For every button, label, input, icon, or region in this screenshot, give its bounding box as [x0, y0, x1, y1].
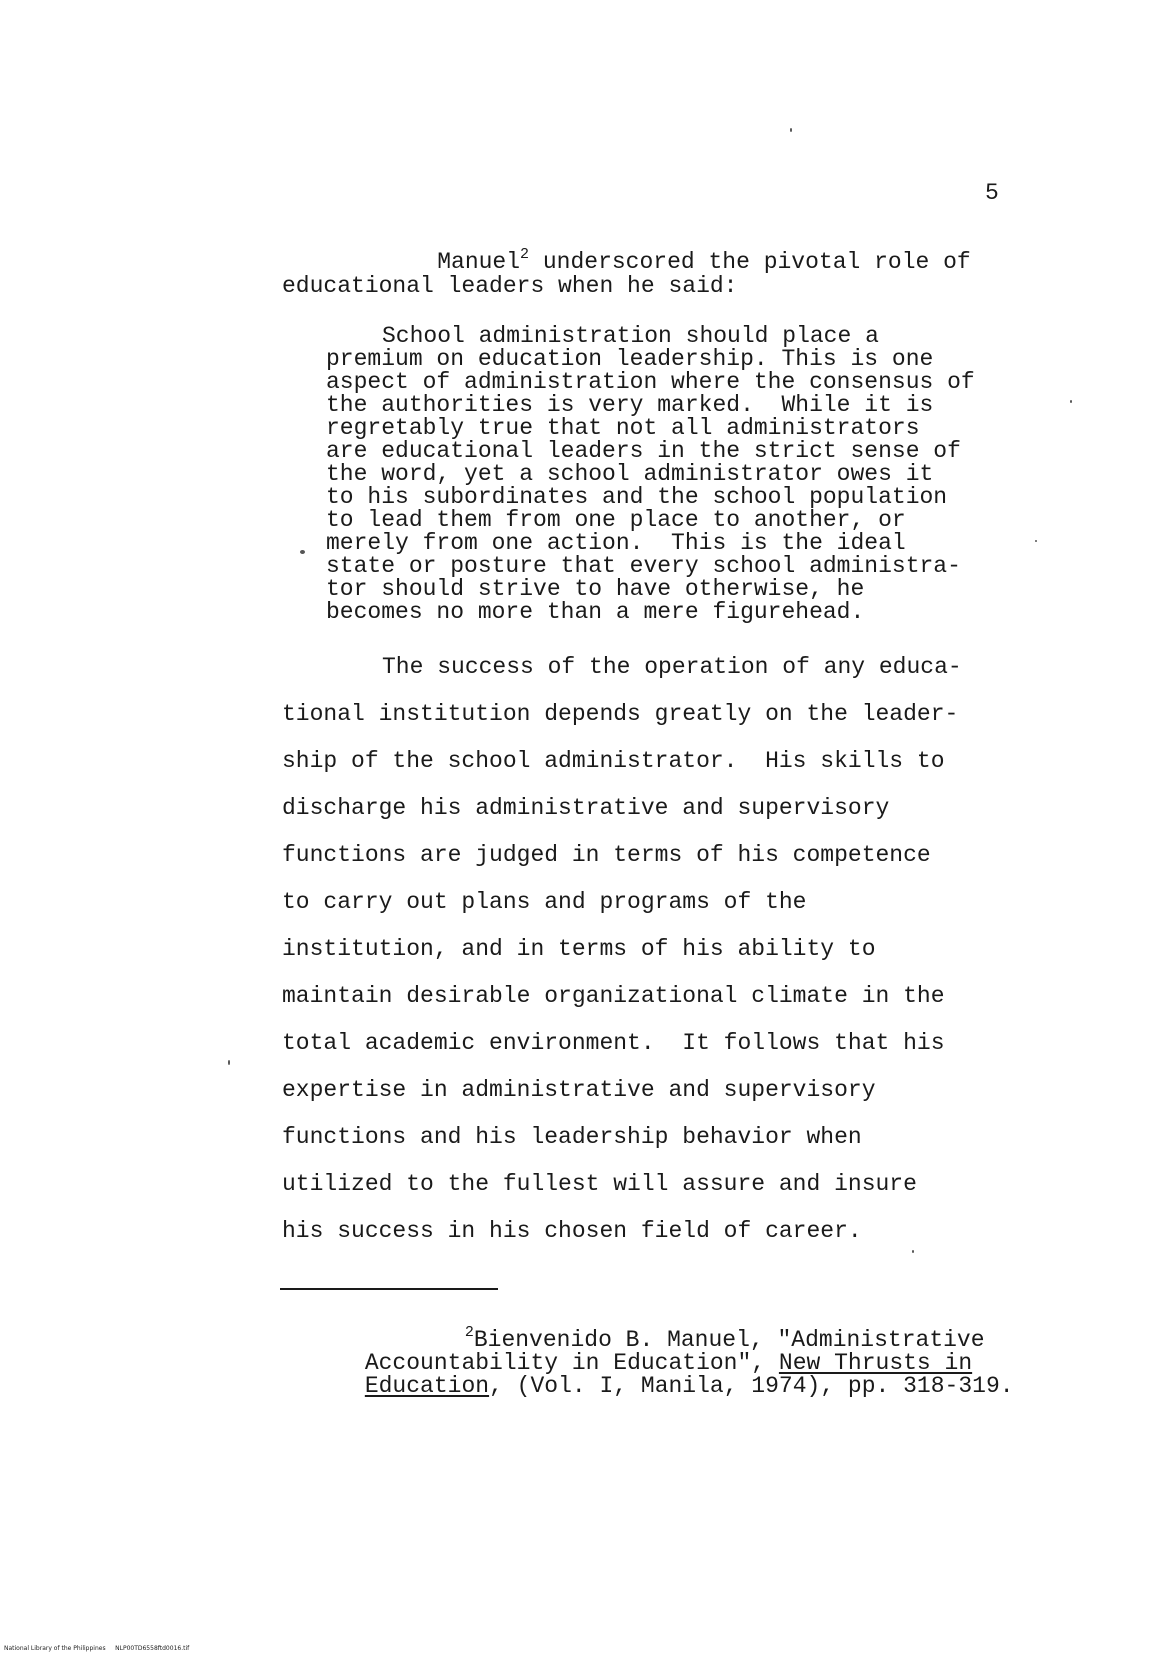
scan-speck: [1070, 400, 1072, 403]
footnote-line-2-text: Accountability in Education",: [364, 1350, 779, 1376]
body-line: institution, and in terms of his ability to: [282, 936, 876, 962]
footnote-book-title-cont: Education: [364, 1373, 490, 1399]
quote-line: tor should strive to have otherwise, he: [326, 576, 865, 602]
quote-line: regretably true that not all administrators: [326, 415, 920, 441]
footnote-reference: 2: [520, 246, 530, 263]
footnote-line-3: [282, 1352, 1014, 1421]
quote-line: state or posture that every school administra-: [326, 553, 961, 579]
scan-footer-file: NLP00TD6558ftd0016.tif: [115, 1645, 190, 1652]
quote-line: merely from one action. This is the ideal: [326, 530, 906, 556]
scan-speck: [1035, 540, 1037, 542]
footnote-book-title: New Thrusts in: [778, 1350, 973, 1376]
footnote-divider: [280, 1288, 498, 1290]
body-line: The success of the operation of any educa-: [382, 654, 962, 680]
page-number: 5: [985, 180, 999, 206]
body-line: ship of the school administrator. His skills to: [282, 748, 945, 774]
body-line: his success in his chosen field of career.: [282, 1218, 862, 1244]
scan-speck: [228, 1060, 230, 1065]
quote-line: premium on education leadership. This is one: [326, 346, 934, 372]
quote-line: to lead them from one place to another, or: [326, 507, 906, 533]
body-line: discharge his administrative and supervisory: [282, 795, 890, 821]
intro-line-2: educational leaders when he said:: [282, 273, 738, 299]
scan-speck: [300, 550, 305, 554]
body-line: functions and his leadership behavior when: [282, 1124, 862, 1150]
intro-line-1-text: underscored the pivotal role of: [529, 249, 971, 275]
footnote-marker: 2: [464, 1324, 474, 1341]
quote-line: School administration should place a: [382, 323, 879, 349]
quote-line: are educational leaders in the strict sense of: [326, 438, 961, 464]
body-line: functions are judged in terms of his competence: [282, 842, 931, 868]
quote-line: the authorities is very marked. While it is: [326, 392, 934, 418]
quote-line: aspect of administration where the consensus of: [326, 369, 975, 395]
quote-line: the word, yet a school administrator owes it: [326, 461, 934, 487]
cited-author-name: Manuel: [437, 249, 521, 275]
footnote-line-3-text: , (Vol. I, Manila, 1974), pp. 318-319.: [489, 1373, 1014, 1399]
scan-footer: [4, 1645, 189, 1652]
body-line: to carry out plans and programs of the: [282, 889, 807, 915]
scan-speck: [912, 1250, 914, 1253]
body-line: utilized to the fullest will assure and insure: [282, 1171, 917, 1197]
quote-line: becomes no more than a mere figurehead.: [326, 599, 865, 625]
body-line: expertise in administrative and supervisory: [282, 1077, 876, 1103]
body-line: total academic environment. It follows that his: [282, 1030, 945, 1056]
quote-line: to his subordinates and the school population: [326, 484, 948, 510]
footnote-line-1-text: Bienvenido B. Manuel, "Administrative: [473, 1327, 985, 1353]
scan-footer-library: National Library of the Philippines: [4, 1645, 106, 1652]
body-line: tional institution depends greatly on the leader-: [282, 701, 959, 727]
scan-speck: [790, 128, 792, 132]
body-line: maintain desirable organizational climate in the: [282, 983, 945, 1009]
